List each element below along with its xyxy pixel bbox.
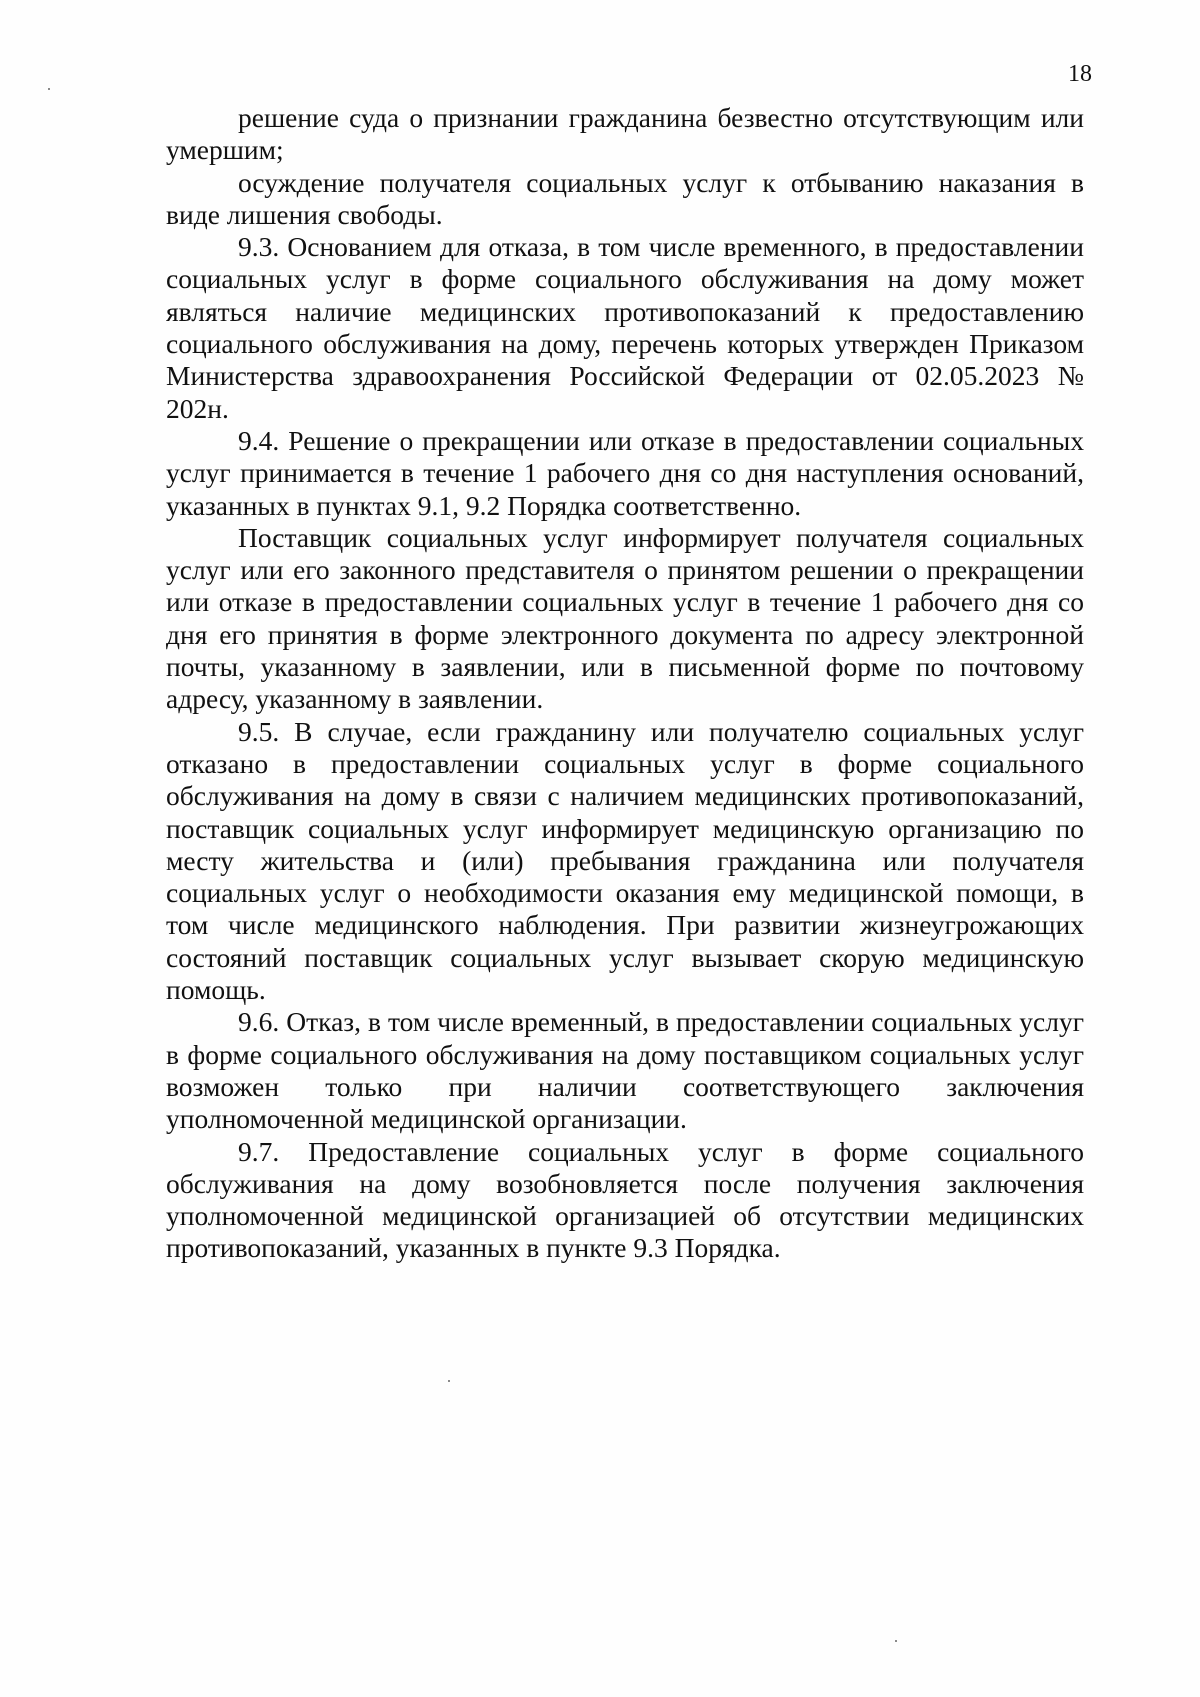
- scan-speck: [448, 1380, 450, 1382]
- paragraph-9-7: 9.7. Предоставление социальных услуг в форме социального обслуживания на дому возобновляется после получения заключения уполномоченной медицинской организацией об отсутствии медицинских противопоказаний, указанных в пункте 9.3 Порядка.: [166, 1135, 1084, 1264]
- paragraph-court-decision: решение суда о признании гражданина безвестно отсутствующим или умершим;: [166, 102, 1084, 166]
- document-body: [166, 102, 1084, 1265]
- paragraph-9-6: 9.6. Отказ, в том числе временный, в предоставлении социальных услуг в форме социального обслуживания на дому поставщиком социальных услуг возможен только при наличии соответствующего заключения уполномоченной медицинской организации.: [166, 1006, 1084, 1135]
- scan-speck: [48, 88, 50, 90]
- paragraph-9-5: 9.5. В случае, если гражданину или получателю социальных услуг отказано в предоставлении социальных услуг в форме социального обслуживания на дому в связи с наличием медицинских противопоказаний, поставщик социальных услуг информирует медицинскую организацию по месту жительства и (или) пребывания гражданина или получателя социальных услуг о необходимости оказания ему медицинской помощи, в том числе медицинского наблюдения. При развитии жизнеугрожающих состояний поставщик социальных услуг вызывает скорую медицинскую помощь.: [166, 715, 1084, 1006]
- paragraph-conviction: осуждение получателя социальных услуг к отбыванию наказания в виде лишения свободы.: [166, 166, 1084, 230]
- paragraph-9-4: 9.4. Решение о прекращении или отказе в предоставлении социальных услуг принимается в течение 1 рабочего дня со дня наступления оснований, указанных в пунктах 9.1, 9.2 Порядка соответственно.: [166, 424, 1084, 521]
- scan-speck: [895, 1640, 897, 1642]
- paragraph-provider-notice: Поставщик социальных услуг информирует получателя социальных услуг или его законного представителя о принятом решении о прекращении или отказе в предоставлении социальных услуг в течение 1 рабочего дня со дня его принятия в форме электронного документа по адресу электронной почты, указанному в заявлении, или в письменной форме по почтовому адресу, указанному в заявлении.: [166, 521, 1084, 715]
- page-number: 18: [1068, 61, 1092, 87]
- paragraph-9-3: 9.3. Основанием для отказа, в том числе временного, в предоставлении социальных услуг в форме социального обслуживания на дому может являться наличие медицинских противопоказаний к предоставлению социального обслуживания на дому, перечень которых утвержден Приказом Министерства здравоохранения Российской Федерации от 02.05.2023 № 202н.: [166, 231, 1084, 424]
